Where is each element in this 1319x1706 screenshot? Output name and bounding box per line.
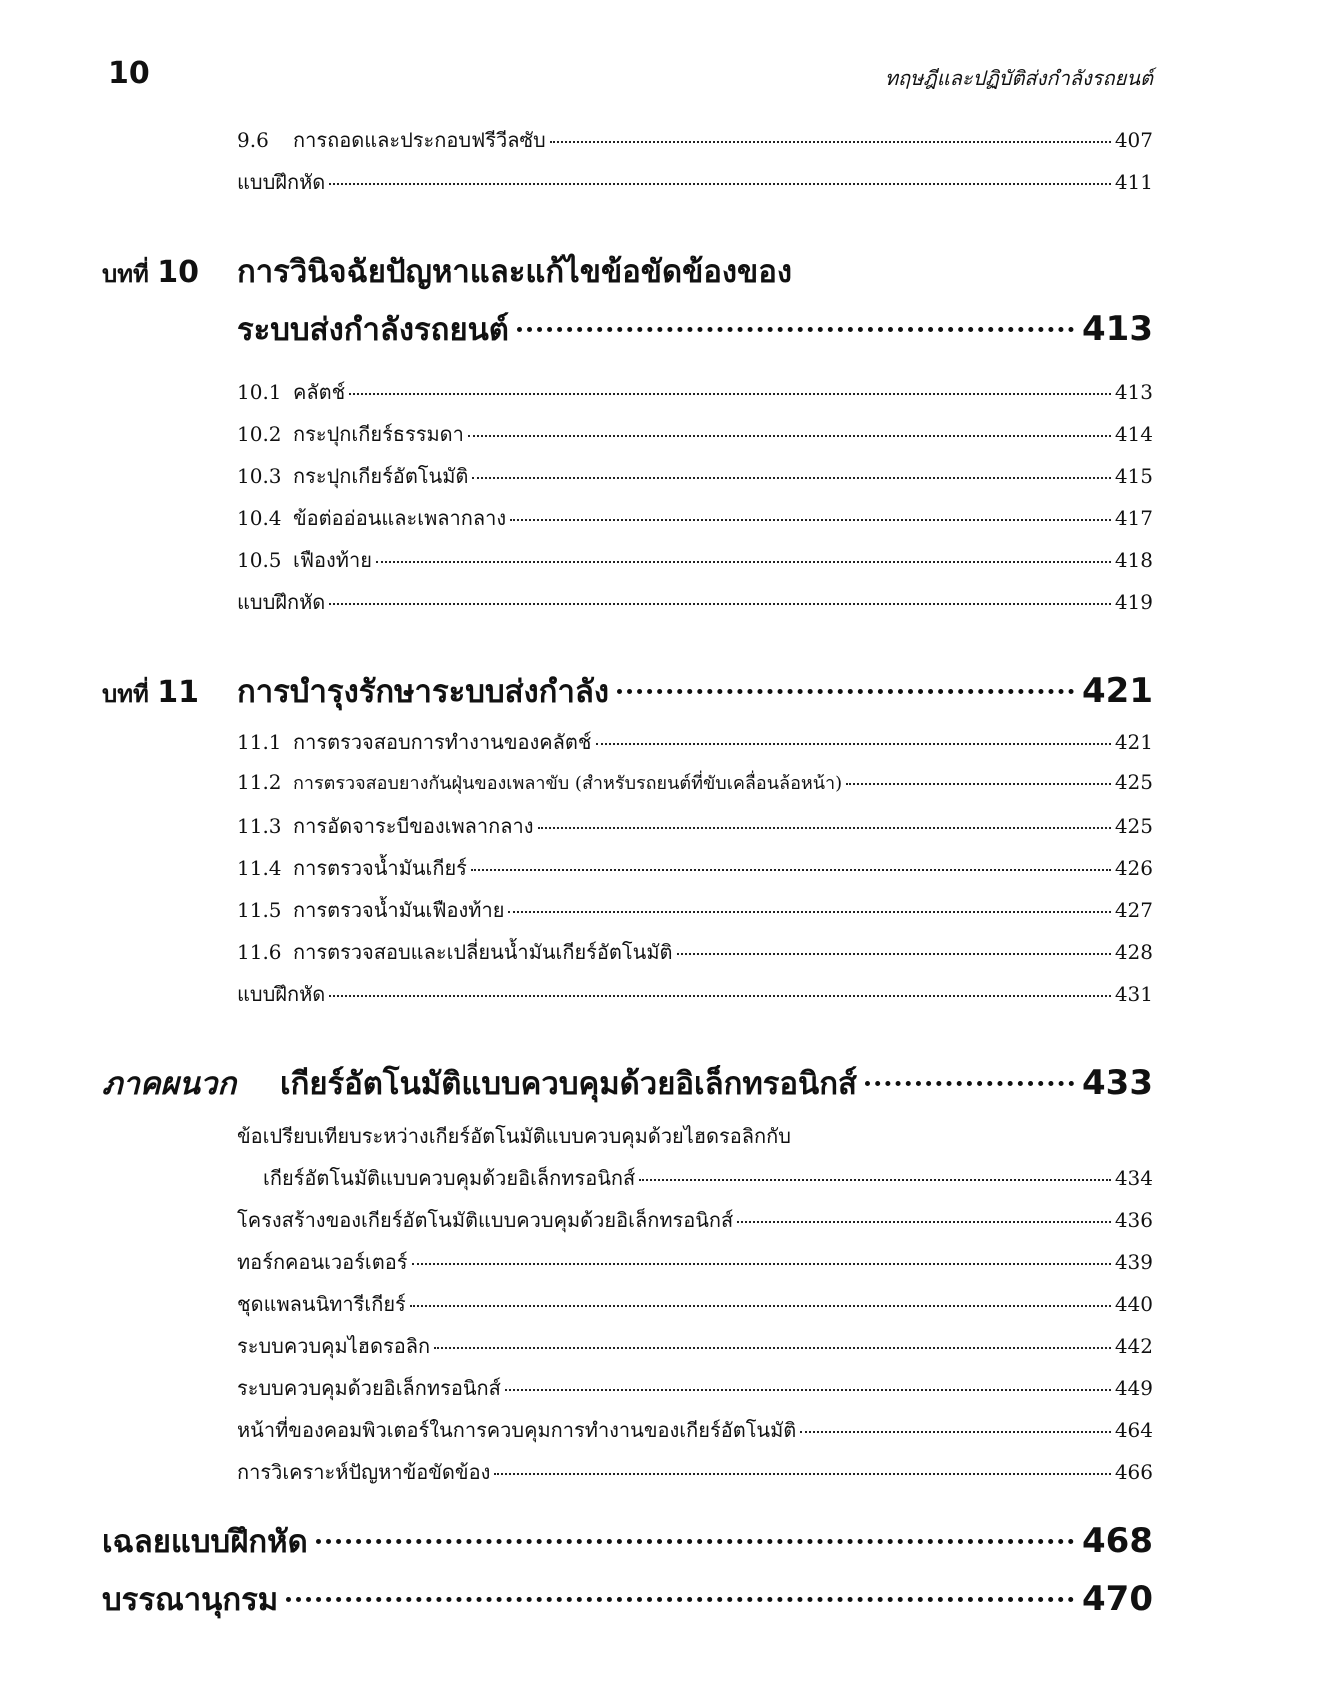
dot-leader: [471, 869, 1111, 871]
appendix-intro-line: ข้อเปรียบเทียบระหว่างเกียร์อัตโนมัติแบบควบคุมด้วยไฮดรอลิกกับ: [237, 1124, 791, 1148]
entry-page: 440: [1114, 1292, 1153, 1316]
entry-page: 427: [1114, 898, 1153, 922]
dot-leader: [505, 1389, 1111, 1391]
entry-page: 425: [1114, 814, 1153, 838]
entry-title: เกียร์อัตโนมัติแบบควบคุมด้วยอิเล็กทรอนิกส์: [263, 1166, 636, 1190]
entry-title: กระปุกเกียร์อัตโนมัติ: [293, 464, 469, 488]
appendix-title: เกียร์อัตโนมัติแบบควบคุมด้วยอิเล็กทรอนิกส์: [280, 1066, 857, 1102]
entry-title: การตรวจสอบและเปลี่ยนน้ำมันเกียร์อัตโนมัติ: [293, 940, 673, 964]
entry-title: แบบฝึกหัด: [237, 170, 326, 194]
dot-leader: [434, 1347, 1111, 1349]
entry-title: ระบบควบคุมไฮดรอลิก: [237, 1334, 431, 1358]
entry-title: การตรวจน้ำมันเกียร์: [293, 856, 467, 880]
toc-entry[interactable]: [237, 376, 1153, 408]
toc-entry[interactable]: [237, 544, 1153, 576]
toc-entry[interactable]: [237, 418, 1153, 450]
entry-page: 418: [1114, 548, 1153, 572]
chapter-title: การบำรุงรักษาระบบส่งกำลัง: [237, 674, 609, 710]
entry-title: การวิเคราะห์ปัญหาข้อขัดข้อง: [237, 1460, 491, 1484]
entry-title: ชุดแพลนนิทารีเกียร์: [237, 1292, 406, 1316]
dot-leader: [316, 1539, 1074, 1544]
dot-leader: [349, 393, 1111, 395]
answers-heading[interactable]: [102, 1516, 1153, 1566]
toc-entry[interactable]: [237, 1288, 1153, 1320]
entry-page: 434: [1114, 1166, 1153, 1190]
entry-title: หน้าที่ของคอมพิวเตอร์ในการควบคุมการทำงานของเกียร์อัตโนมัติ: [237, 1418, 797, 1442]
bibliography-title: บรรณานุกรม: [102, 1582, 279, 1618]
chapter-title-line1: การวินิจฉัยปัญหาและแก้ไขข้อขัดข้องของ: [237, 254, 792, 290]
entry-number: 11.5: [237, 898, 282, 922]
entry-title: แบบฝึกหัด: [237, 590, 326, 614]
dot-leader: [468, 435, 1111, 437]
entry-page: 413: [1114, 380, 1153, 404]
toc-entry[interactable]: [237, 124, 1153, 156]
answers-page: 468: [1082, 1521, 1153, 1561]
entry-number: 11.4: [237, 856, 282, 880]
dot-leader: [737, 1221, 1111, 1223]
entry-page: 421: [1114, 730, 1153, 754]
entry-page: 415: [1114, 464, 1153, 488]
entry-title: ทอร์กคอนเวอร์เตอร์: [237, 1250, 408, 1274]
entry-page: 407: [1114, 128, 1153, 152]
dot-leader: [286, 1597, 1074, 1602]
toc-entry[interactable]: [237, 978, 1153, 1010]
page-number: 10: [108, 56, 150, 91]
entry-number: 9.6: [237, 128, 269, 152]
entry-title: เฟืองท้าย: [293, 548, 372, 572]
entry-title: แบบฝึกหัด: [237, 982, 326, 1006]
entry-number: 11.6: [237, 940, 282, 964]
bibliography-heading[interactable]: [102, 1574, 1153, 1624]
toc-entry[interactable]: [237, 726, 1153, 758]
entry-number: 10.2: [237, 422, 282, 446]
entry-title: การอัดจาระบีของเพลากลาง: [293, 814, 534, 838]
dot-leader: [550, 141, 1111, 143]
entry-title: กระปุกเกียร์ธรรมดา: [293, 422, 464, 446]
entry-title: การถอดและประกอบฟรีวีลซับ: [293, 128, 546, 152]
toc-entry[interactable]: [237, 502, 1153, 534]
toc-entry[interactable]: [237, 894, 1153, 926]
entry-page: 439: [1114, 1250, 1153, 1274]
entry-title: โครงสร้างของเกียร์อัตโนมัติแบบควบคุมด้วยอิเล็กทรอนิกส์: [237, 1208, 734, 1232]
dot-leader: [677, 953, 1111, 955]
dot-leader: [329, 183, 1111, 185]
dot-leader: [494, 1473, 1110, 1475]
toc-entry[interactable]: [237, 1246, 1153, 1278]
entry-title: คลัตช์: [293, 380, 346, 404]
chapter-10-heading-line2[interactable]: [237, 304, 1153, 354]
toc-entry[interactable]: [237, 1456, 1153, 1488]
chapter-10-heading[interactable]: [102, 246, 1153, 296]
entry-page: 436: [1114, 1208, 1153, 1232]
entry-page: 428: [1114, 940, 1153, 964]
chapter-page: 413: [1082, 309, 1153, 349]
dot-leader: [517, 327, 1074, 332]
running-head: ทฤษฎีและปฏิบัติส่งกำลังรถยนต์: [884, 66, 1153, 90]
entry-title: การตรวจสอบยางกันฝุ่นของเพลาขับ (สำหรับรถยนต์ที่ขับเคลื่อนล้อหน้า): [293, 773, 843, 794]
toc-entry[interactable]: [237, 768, 1153, 797]
entry-page: 464: [1114, 1418, 1153, 1442]
entry-page: 442: [1114, 1334, 1153, 1358]
entry-page: 417: [1114, 506, 1153, 530]
dot-leader: [617, 689, 1074, 694]
toc-entry[interactable]: [263, 1162, 1153, 1194]
appendix-heading[interactable]: [102, 1058, 1153, 1108]
dot-leader: [800, 1431, 1111, 1433]
chapter-page: 421: [1082, 671, 1153, 711]
entry-number: 10.5: [237, 548, 282, 572]
entry-page: 411: [1114, 170, 1153, 194]
toc-entry[interactable]: [237, 586, 1153, 618]
entry-page: 431: [1114, 982, 1153, 1006]
entry-number: 10.1: [237, 380, 282, 404]
entry-title: การตรวจน้ำมันเฟืองท้าย: [293, 898, 505, 922]
entry-number: 11.1: [237, 730, 282, 754]
dot-leader: [472, 477, 1110, 479]
dot-leader: [639, 1179, 1111, 1181]
toc-entry[interactable]: [237, 1414, 1153, 1446]
entry-number: 10.4: [237, 506, 282, 530]
chapter-title-line2: ระบบส่งกำลังรถยนต์: [237, 312, 509, 348]
dot-leader: [510, 519, 1111, 521]
entry-number: 11.2: [237, 770, 282, 794]
entry-page: 419: [1114, 590, 1153, 614]
dot-leader: [329, 995, 1111, 997]
dot-leader: [508, 911, 1110, 913]
entry-page: 425: [1114, 770, 1153, 794]
chapter-label: บทที่ 10: [102, 255, 199, 290]
appendix-label: ภาคผนวก: [102, 1066, 237, 1102]
entry-page: 414: [1114, 422, 1153, 446]
dot-leader: [846, 783, 1111, 785]
dot-leader: [410, 1305, 1111, 1307]
toc-entry[interactable]: [237, 852, 1153, 884]
answers-title: เฉลยแบบฝึกหัด: [102, 1524, 308, 1560]
toc-entry[interactable]: [237, 1204, 1153, 1236]
entry-page: 466: [1114, 1460, 1153, 1484]
dot-leader: [412, 1263, 1111, 1265]
toc-entry[interactable]: [237, 1330, 1153, 1362]
chapter-label: บทที่ 11: [102, 675, 199, 710]
entry-title: ข้อต่ออ่อนและเพลากลาง: [293, 506, 507, 530]
dot-leader: [376, 561, 1111, 563]
entry-number: 11.3: [237, 814, 282, 838]
bibliography-page: 470: [1082, 1579, 1153, 1619]
dot-leader: [538, 827, 1111, 829]
toc-entry[interactable]: [237, 460, 1153, 492]
dot-leader: [596, 743, 1111, 745]
entry-page: 449: [1114, 1376, 1153, 1400]
appendix-page: 433: [1082, 1063, 1153, 1103]
entry-page: 426: [1114, 856, 1153, 880]
toc-entry[interactable]: [237, 1372, 1153, 1404]
dot-leader: [865, 1081, 1074, 1086]
chapter-11-heading[interactable]: [102, 666, 1153, 716]
entry-number: 10.3: [237, 464, 282, 488]
entry-title: ระบบควบคุมด้วยอิเล็กทรอนิกส์: [237, 1376, 501, 1400]
toc-entry[interactable]: [237, 810, 1153, 842]
dot-leader: [329, 603, 1111, 605]
toc-entry[interactable]: [237, 166, 1153, 198]
entry-title: การตรวจสอบการทำงานของคลัตช์: [293, 730, 592, 754]
toc-entry[interactable]: [237, 936, 1153, 968]
